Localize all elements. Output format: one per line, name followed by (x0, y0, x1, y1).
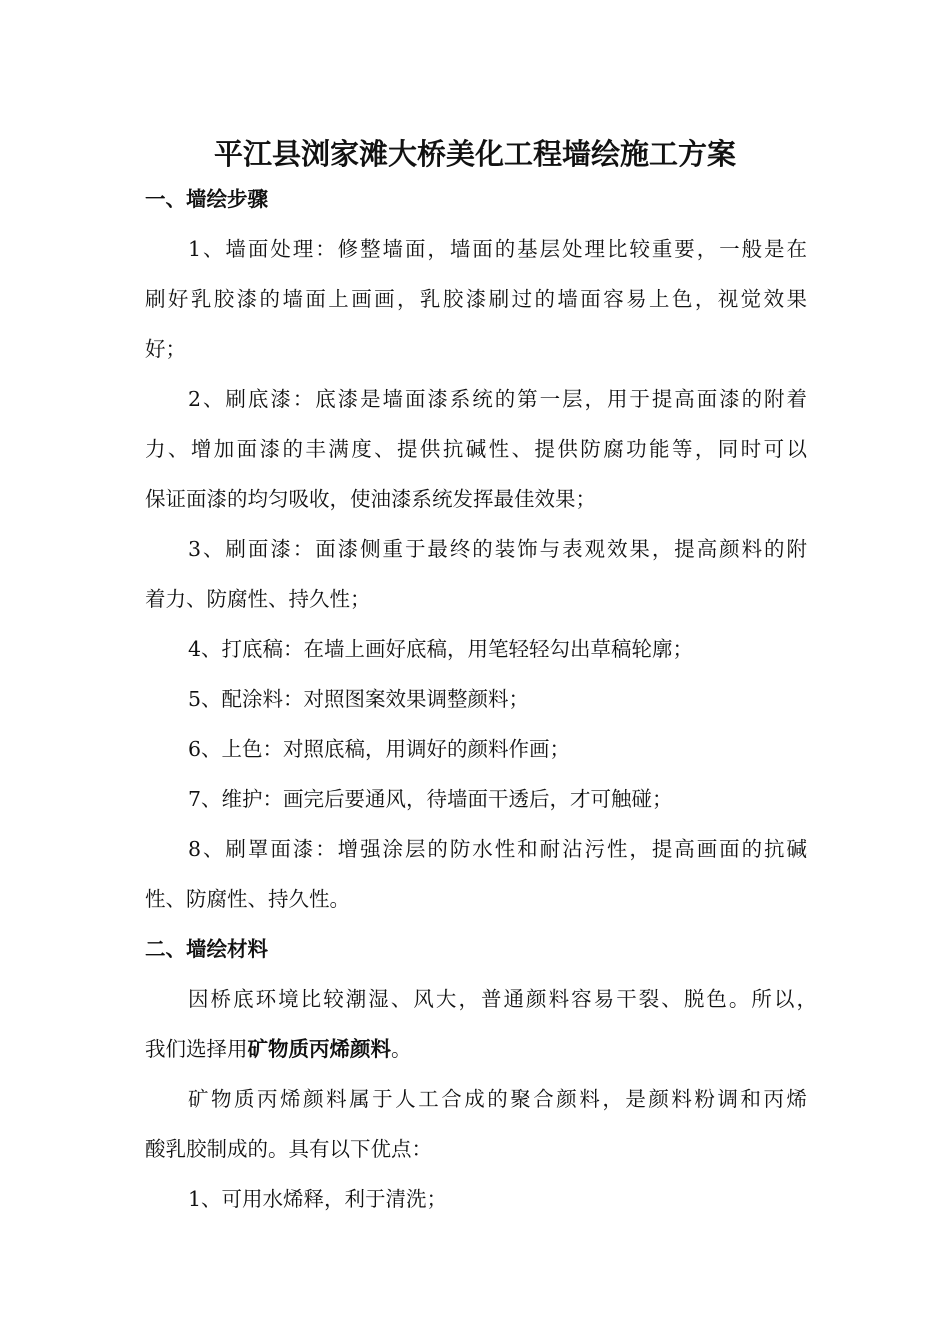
step-2-line-2: 力、增加面漆的丰满度、提供抗碱性、提供防腐功能等，同时可以 (145, 437, 807, 461)
step-1-line-1: 1、墙面处理：修整墙面，墙面的基层处理比较重要，一般是在 (188, 237, 807, 261)
step-4: 4、打底稿：在墙上画好底稿，用笔轻轻勾出草稿轮廓； (188, 637, 694, 661)
paint-name-emphasis: 矿物质丙烯颜料 (247, 1037, 391, 1061)
materials-para-1-line-1: 因桥底环境比较潮湿、风大，普通颜料容易干裂、脱色。所以， (188, 987, 817, 1011)
step-2-line-3: 保证面漆的均匀吸收，使油漆系统发挥最佳效果； (145, 487, 596, 511)
step-2-line-1: 2、刷底漆：底漆是墙面漆系统的第一层，用于提高面漆的附着 (188, 387, 807, 411)
materials-para-1-line-2 (145, 1034, 807, 1064)
materials-para-2-line-1: 矿物质丙烯颜料属于人工合成的聚合颜料，是颜料粉调和丙烯 (188, 1087, 807, 1111)
materials-para-2-line-2: 酸乳胶制成的。具有以下优点： (145, 1137, 432, 1161)
step-1-line-3: 好； (145, 337, 186, 361)
section-heading-steps: 一、墙绘步骤 (145, 187, 268, 211)
section-heading-materials: 二、墙绘材料 (145, 937, 268, 961)
step-8-line-1: 8、刷罩面漆：增强涂层的防水性和耐沾污性，提高画面的抗碱 (188, 837, 807, 861)
step-1-line-2: 刷好乳胶漆的墙面上画画，乳胶漆刷过的墙面容易上色，视觉效果 (145, 287, 807, 311)
materials-para-1-text: 我们选择用 (145, 1037, 248, 1061)
advantage-item-1: 1、可用水烯释，利于清洗； (188, 1187, 448, 1211)
step-8-line-2: 性、防腐性、持久性。 (145, 887, 350, 911)
step-6: 6、上色：对照底稿，用调好的颜料作画； (188, 737, 571, 761)
step-5: 5、配涂料：对照图案效果调整颜料； (188, 687, 530, 711)
step-3-line-1: 3、刷面漆：面漆侧重于最终的装饰与表观效果，提高颜料的附 (188, 537, 807, 561)
document-title: 平江县浏家滩大桥美化工程墙绘施工方案 (213, 137, 736, 171)
step-7: 7、维护：画完后要通风，待墙面干透后，才可触碰； (188, 787, 673, 811)
materials-para-1-period: 。 (391, 1037, 412, 1061)
step-3-line-2: 着力、防腐性、持久性； (145, 587, 371, 611)
